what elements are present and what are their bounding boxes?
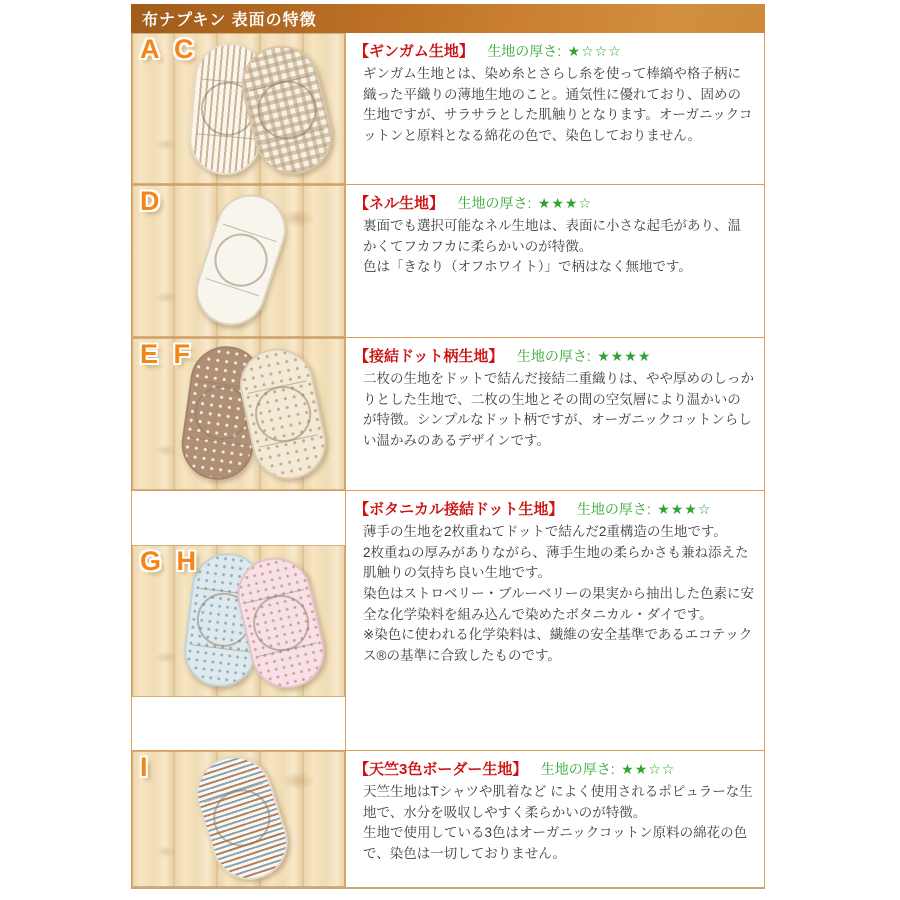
fabric-sections [131,33,765,889]
fabric-photo [132,338,345,490]
fabric-paragraphs [354,369,754,452]
fabric-description-panel [346,338,764,490]
stripe-multi-napkin [186,751,297,887]
fabric-title: 【天竺3色ボーダー生地】 [354,761,528,778]
description-paragraph: 裏面でも選択可能なネル生地は、表面に小さな起毛があり、温かくてフカフカに柔らかいのが特徴。 [363,218,741,254]
thickness-label: 生地の厚さ: [516,348,591,364]
fabric-title: 【ネル生地】 [354,195,445,212]
fabric-photo [132,185,345,337]
fabric-paragraphs [354,216,754,278]
thickness-stars: ★★★☆ [537,195,593,211]
fabric-photo [132,751,345,887]
fabric-photo-cell [132,33,346,184]
description-paragraph: 2枚重ねの厚みがありながら、薄手生地の柔らかさも兼ね添えた肌触りの気持ち良い生地です。 [363,544,749,581]
photo-letter-label: A C [140,34,198,64]
fabric-description-panel [346,751,764,887]
fabric-photo-cell [132,491,346,750]
fabric-paragraphs [354,522,754,666]
fabric-headline [354,498,754,519]
photo-letter-label: E F [140,339,195,369]
description-paragraph: 生地で使用している3色はオーガニックコットン原料の綿花の色で、染色は一切しておりません。 [363,825,748,861]
fabric-photo [132,33,345,184]
fabric-section [132,338,764,491]
page-title: 布ナプキン 表面の特徴 [142,12,317,29]
thickness-stars: ★★★☆ [657,501,712,517]
fabric-photo-cell [132,751,346,887]
description-paragraph: ※染色に使われる化学染料は、繊維の安全基準であるエコテックス®の基準に合致したものです。 [363,627,753,663]
photo-letter-label: I [140,752,152,782]
description-paragraph: 色は「きなり（オフホワイト）」で柄はなく無地です。 [363,259,692,275]
photo-letter-label: G H [140,545,201,576]
page-title-bar [131,4,765,33]
description-paragraph: ギンガム生地とは、染め糸とさらし糸を使って棒縞や格子柄に織った平織りの薄地生地のこと。通気性に優れており、固めの生地ですが、サラサラとした肌触りとなります。オーガニックコットンと原料となる綿花の色で、染色しておりません。 [363,66,753,143]
thickness-stars: ★★★★ [597,348,652,364]
thickness-stars: ★☆☆☆ [567,43,622,59]
description-paragraph: 二枚の生地をドットで結んだ接結二重織りは、やや厚めのしっかりとした生地で、二枚の生地とその間の空気層により温かいのが特徴。シンプルなドット柄ですが、オーガニックコットンらしい温かみのあるデザインです。 [363,371,754,448]
fabric-title: 【ボタニカル接結ドット生地】 [354,501,564,518]
dots-cream-napkin [233,342,333,487]
fabric-section [132,751,764,889]
thickness-label: 生地の厚さ: [540,761,615,777]
fabric-description-panel [346,185,764,337]
description-paragraph: 染色はストロベリー・ブルーベリーの果実から抽出した色素に安全な化学染料を組み込んで染めたボタニカル・ダイです。 [363,585,754,622]
fabric-description-panel [346,33,764,184]
fabric-photo-cell [132,338,346,490]
fabric-paragraphs [354,782,754,865]
fabric-section [132,491,764,751]
fabric-headline [354,40,754,61]
description-paragraph: 薄手の生地を2枚重ねてドットで結んだ2重構造の生地です。 [363,524,727,539]
fabric-description-panel [346,491,764,750]
description-paragraph: 天竺生地はTシャツや肌着など によく使用されるポピュラーな生地で、水分を吸収しやすく柔らかいのが特徴。 [363,784,753,820]
plain-napkin [187,185,295,334]
photo-letter-label: D [140,186,164,216]
fabric-photo [132,545,345,697]
fabric-section [132,185,764,338]
fabric-headline [354,345,754,366]
thickness-label: 生地の厚さ: [487,43,562,59]
product-info-block [131,4,765,889]
fabric-paragraphs [354,64,754,147]
thickness-stars: ★★☆☆ [621,761,676,777]
fabric-headline [354,758,754,779]
fabric-photo-cell [132,185,346,337]
fabric-section [132,33,764,185]
fabric-headline [354,192,754,213]
thickness-label: 生地の厚さ: [457,195,532,211]
fabric-title: 【接結ドット柄生地】 [354,348,504,365]
fabric-title: 【ギンガム生地】 [354,43,474,60]
thickness-label: 生地の厚さ: [576,501,651,517]
